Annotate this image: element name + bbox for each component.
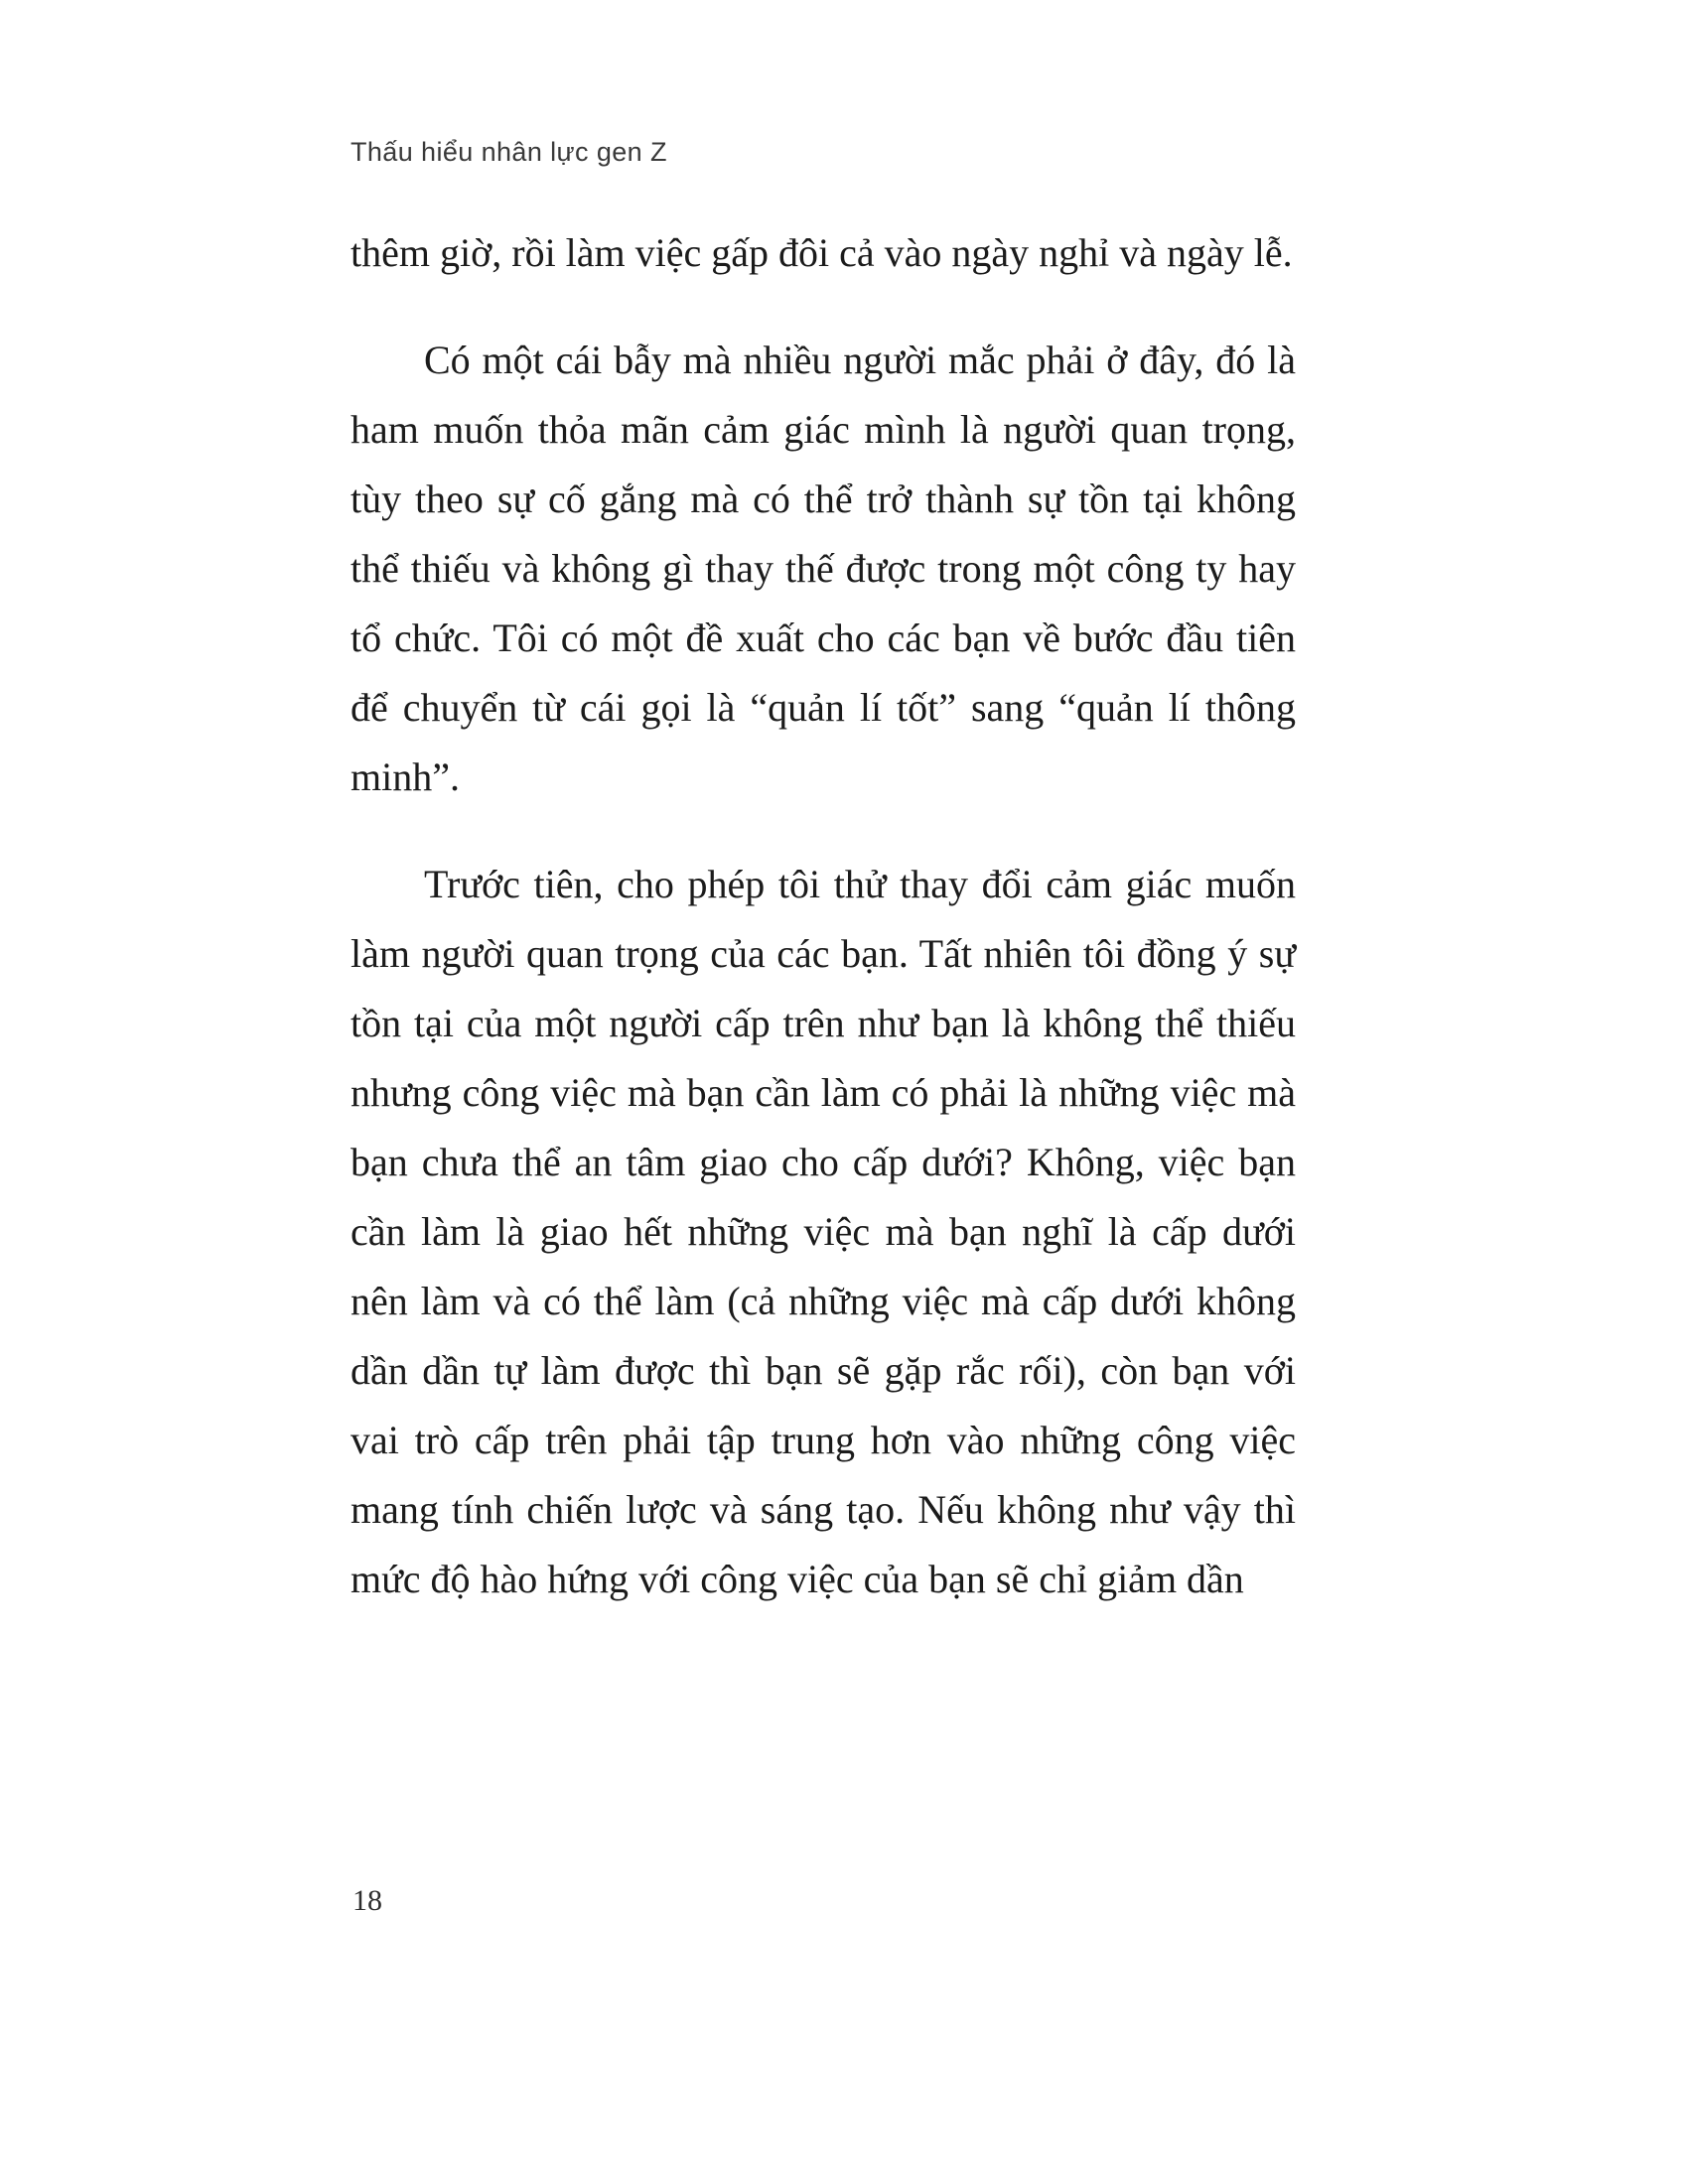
paragraph-3: Trước tiên, cho phép tôi thử thay đổi cảm giác muốn làm người quan trọng của các bạn. Tất nhiên tôi đồng ý sự tồn tại của một người cấp trên như bạn là không thể thiếu nhưng công việc mà bạn cần làm có phải là những việc mà bạn chưa thể an tâm giao cho cấp dưới? Không, việc bạn cần làm là giao hết những việc mà bạn nghĩ là cấp dưới nên làm và có thể làm (cả những việc mà cấp dưới không dần dần tự làm được thì bạn sẽ gặp rắc rối), còn bạn với vai trò cấp trên phải tập trung hơn vào những công việc mang tính chiến lược và sáng tạo. Nếu không như vậy thì mức độ hào hứng với công việc của bạn sẽ chỉ giảm dần xyxy=(351,862,1296,1601)
page-number: 18 xyxy=(352,1884,382,1917)
paragraph-1: thêm giờ, rồi làm việc gấp đôi cả vào ngày nghỉ và ngày lễ. xyxy=(351,230,1293,275)
paragraph-2: Có một cái bẫy mà nhiều người mắc phải ở đây, đó là ham muốn thỏa mãn cảm giác mình là người quan trọng, tùy theo sự cố gắng mà có thể trở thành sự tồn tại không thể thiếu và không gì thay thế được trong một công ty hay tổ chức. Tôi có một đề xuất cho các bạn về bước đầu tiên để chuyển từ cái gọi là “quản lí tốt” sang “quản lí thông minh”. xyxy=(351,338,1296,799)
running-header: Thấu hiểu nhân lực gen Z xyxy=(351,137,667,167)
body-text xyxy=(351,218,1296,1614)
